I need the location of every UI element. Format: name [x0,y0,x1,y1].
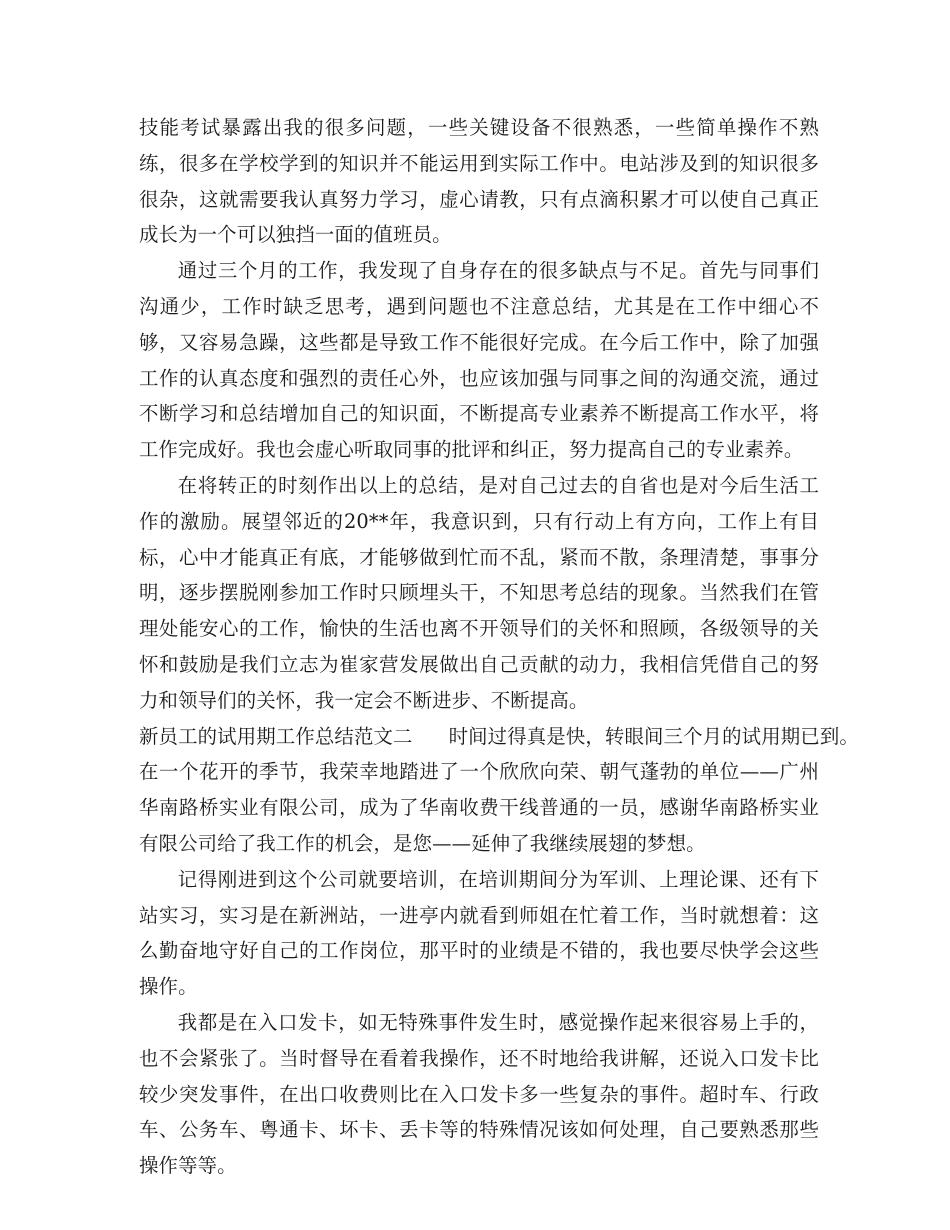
paragraph-entrance-card: 我都是在入口发卡，如无特殊事件发生时，感觉操作起来很容易上手的，也不会紧张了。当时督导在看着我操作，还不时地给我讲解，还说入口发卡比较少突发事件，在出口收费则比在入口发卡多一些复杂的事件。超时车、行政车、公务车、粤通卡、坏卡、丢卡等的特殊情况该如何处理，自己要熟悉那些操作等等。 [139,1010,819,1178]
section-heading-line [139,719,859,755]
paragraph-three-months: 通过三个月的工作，我发现了自身存在的很多缺点与不足。首先与同事们沟通少，工作时缺乏思考，遇到问题也不注意总结，尤其是在工作中细心不够，又容易急躁，这些都是导致工作不能很好完成。在今后工作中，除了加强工作的认真态度和强烈的责任心外，也应该加强与同事之间的沟通交流，通过不断学习和总结增加自己的知识面，不断提高专业素养不断提高工作水平，将工作完成好。我也会虚心听取同事的批评和纠正，努力提高自己的专业素养。 [139,259,819,462]
paragraph-training: 记得刚进到这个公司就要培训，在培训期间分为军训、上理论课、还有下站实习，实习是在新洲站，一进亭内就看到师姐在忙着工作，当时就想着：这么勤奋地守好自己的工作岗位，那平时的业绩是不错的，我也要尽快学会这些操作。 [139,867,819,999]
paragraph-skills-exam: 技能考试暴露出我的很多问题，一些关键设备不很熟悉，一些简单操作不熟练，很多在学校学到的知识并不能运用到实际工作中。电站涉及到的知识很多很杂，这就需要我认真努力学习，虚心请教，只有点滴积累才可以使自己真正成长为一个可以独挡一面的值班员。 [139,116,819,247]
paragraph-time-flies: 时间过得真是快，转眼间三个月的试用期已到。 [448,724,859,748]
paragraph-joining-company: 在一个花开的季节，我荣幸地踏进了一个欣欣向荣、朝气蓬勃的单位——广州华南路桥实业有限公司，成为了华南收费干线普通的一员，感谢华南路桥实业有限公司给了我工作的机会，是您——延伸了我继续展翅的梦想。 [139,760,819,855]
section-title: 新员工的试用期工作总结范文二 [139,724,413,748]
paragraph-confirmation-summary: 在将转正的时刻作出以上的总结，是对自己过去的自省也是对今后生活工作的激励。展望邻近的20**年，我意识到，只有行动上有方向，工作上有目标，心中才能真正有底，才能够做到忙而不乱，紧而不散，条理清楚，事事分明，逐步摆脱刚参加工作时只顾埋头干，不知思考总结的现象。当然我们在管理处能安心的工作，愉快的生活也离不开领导们的关怀和照顾，各级领导的关怀和鼓励是我们立志为崔家营发展做出自己贡献的动力，我相信凭借自己的努力和领导们的关怀，我一定会不断进步、不断提高。 [139,473,819,712]
document-body [139,110,859,1184]
